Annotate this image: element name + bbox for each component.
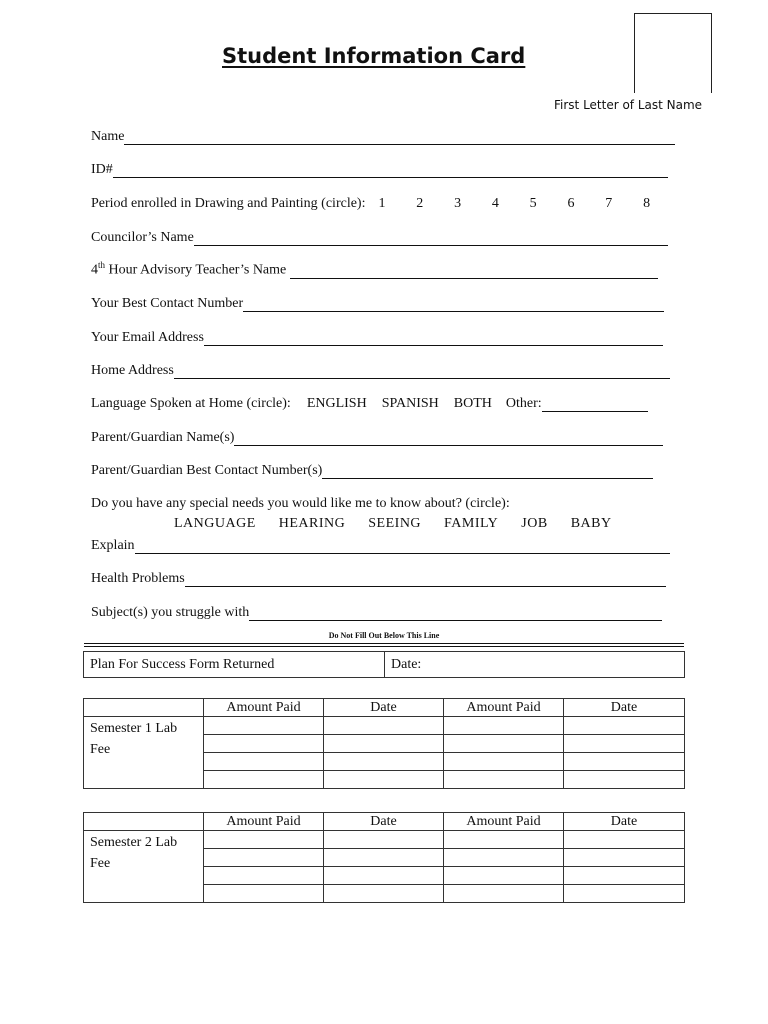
subjects-field[interactable]	[249, 606, 662, 621]
amount-cell[interactable]	[444, 831, 564, 849]
amount-cell[interactable]	[444, 867, 564, 885]
period-option[interactable]: 4	[491, 196, 499, 211]
parent-contact-field[interactable]	[322, 464, 653, 479]
amount-cell[interactable]	[204, 885, 324, 903]
table-row	[84, 717, 685, 735]
language-option-both[interactable]: BOTH	[453, 396, 492, 411]
health-field[interactable]	[185, 572, 666, 587]
health-label: Health Problems	[91, 571, 185, 586]
parent-contact-row	[91, 461, 653, 479]
plan-table	[83, 651, 685, 678]
period-option[interactable]: 5	[529, 196, 537, 211]
advisory-field[interactable]	[290, 264, 658, 279]
contact-label: Your Best Contact Number	[91, 296, 244, 311]
email-label: Your Email Address	[91, 330, 204, 345]
id-field[interactable]	[113, 163, 668, 178]
councilor-row	[91, 228, 668, 246]
header-date: Date	[324, 699, 444, 717]
amount-cell[interactable]	[444, 849, 564, 867]
special-option-job[interactable]: JOB	[521, 516, 548, 531]
special-option-hearing[interactable]: HEARING	[278, 516, 346, 531]
language-option-other[interactable]: Other:	[505, 396, 542, 411]
date-cell[interactable]	[564, 885, 685, 903]
date-cell[interactable]	[324, 735, 444, 753]
date-cell[interactable]	[564, 849, 685, 867]
header-amount-paid: Amount Paid	[444, 813, 564, 831]
header-amount-paid: Amount Paid	[204, 699, 324, 717]
home-address-field[interactable]	[174, 364, 670, 379]
period-option[interactable]: 6	[567, 196, 575, 211]
advisory-row	[91, 261, 658, 279]
amount-cell[interactable]	[204, 867, 324, 885]
table-header-row	[84, 813, 685, 831]
amount-cell[interactable]	[204, 753, 324, 771]
period-label: Period enrolled in Drawing and Painting (circle):	[91, 196, 366, 211]
language-option-english[interactable]: ENGLISH	[306, 396, 367, 411]
semester-1-fee-table	[83, 698, 685, 789]
last-initial-box[interactable]	[634, 13, 712, 93]
amount-cell[interactable]	[204, 831, 324, 849]
subjects-label: Subject(s) you struggle with	[91, 605, 250, 620]
id-row	[91, 160, 668, 178]
date-cell[interactable]	[324, 771, 444, 789]
header-date: Date	[324, 813, 444, 831]
email-field[interactable]	[204, 331, 663, 346]
date-cell[interactable]	[564, 717, 685, 735]
language-other-field[interactable]	[542, 397, 648, 412]
date-cell[interactable]	[564, 831, 685, 849]
header-amount-paid: Amount Paid	[444, 699, 564, 717]
semester-2-fee-table	[83, 812, 685, 903]
health-row	[91, 569, 666, 587]
explain-field[interactable]	[135, 539, 670, 554]
amount-cell[interactable]	[204, 849, 324, 867]
date-cell[interactable]	[564, 867, 685, 885]
period-option[interactable]: 2	[416, 196, 424, 211]
special-option-language[interactable]: LANGUAGE	[174, 516, 256, 531]
parent-names-field[interactable]	[234, 431, 663, 446]
header-amount-paid: Amount Paid	[204, 813, 324, 831]
office-use-note: Do Not Fill Out Below This Line	[328, 631, 440, 640]
parent-names-label: Parent/Guardian Name(s)	[91, 430, 235, 445]
amount-cell[interactable]	[444, 735, 564, 753]
amount-cell[interactable]	[204, 717, 324, 735]
home-address-label: Home Address	[91, 363, 174, 378]
table-header-row	[84, 699, 685, 717]
explain-label: Explain	[91, 538, 135, 553]
special-needs-options	[174, 516, 612, 532]
date-cell[interactable]	[324, 753, 444, 771]
name-label: Name	[91, 129, 125, 144]
amount-cell[interactable]	[204, 771, 324, 789]
subjects-row	[91, 603, 662, 621]
date-cell[interactable]	[324, 717, 444, 735]
date-cell[interactable]	[324, 867, 444, 885]
parent-contact-label: Parent/Guardian Best Contact Number(s)	[91, 463, 323, 478]
period-option[interactable]: 7	[605, 196, 613, 211]
divider-line	[84, 646, 684, 647]
contact-field[interactable]	[243, 297, 664, 312]
period-row	[91, 194, 653, 212]
date-cell[interactable]	[324, 885, 444, 903]
amount-cell[interactable]	[444, 885, 564, 903]
header-date: Date	[564, 699, 685, 717]
special-option-baby[interactable]: BABY	[570, 516, 612, 531]
parent-names-row	[91, 428, 663, 446]
amount-cell[interactable]	[204, 735, 324, 753]
advisory-label: 4th Hour Advisory Teacher’s Name	[91, 260, 290, 278]
semester-2-label: Semester 2 Lab Fee	[84, 831, 204, 903]
special-needs-row	[91, 494, 510, 512]
date-cell[interactable]	[564, 735, 685, 753]
contact-row	[91, 294, 664, 312]
special-option-family[interactable]: FAMILY	[444, 516, 499, 531]
plan-label-cell: Plan For Success Form Returned	[84, 652, 385, 678]
header-blank-cell	[84, 813, 204, 831]
divider-line	[84, 643, 684, 644]
last-initial-caption: First Letter of Last Name	[554, 98, 703, 112]
page-title: Student Information Card	[222, 44, 526, 68]
period-option[interactable]: 8	[643, 196, 651, 211]
email-row	[91, 328, 663, 346]
councilor-field[interactable]	[194, 231, 668, 246]
table-row	[84, 831, 685, 849]
special-needs-label: Do you have any special needs you would like me to know about? (circle):	[91, 496, 510, 511]
councilor-label: Councilor’s Name	[91, 230, 194, 245]
semester-1-label: Semester 1 Lab Fee	[84, 717, 204, 789]
name-row	[91, 127, 675, 145]
amount-cell[interactable]	[444, 771, 564, 789]
amount-cell[interactable]	[444, 717, 564, 735]
header-date: Date	[564, 813, 685, 831]
name-field[interactable]	[124, 130, 675, 145]
language-option-spanish[interactable]: SPANISH	[381, 396, 439, 411]
special-option-seeing[interactable]: SEEING	[368, 516, 422, 531]
date-cell[interactable]	[324, 849, 444, 867]
date-cell[interactable]	[324, 831, 444, 849]
header-blank-cell	[84, 699, 204, 717]
explain-row	[91, 536, 670, 554]
home-address-row	[91, 361, 670, 379]
plan-date-cell[interactable]: Date:	[385, 652, 685, 678]
amount-cell[interactable]	[444, 753, 564, 771]
date-cell[interactable]	[564, 771, 685, 789]
period-option[interactable]: 3	[454, 196, 462, 211]
period-option[interactable]: 1	[378, 196, 386, 211]
language-row	[91, 394, 648, 412]
date-cell[interactable]	[564, 753, 685, 771]
language-label: Language Spoken at Home (circle):	[91, 396, 291, 411]
id-label: ID#	[91, 162, 113, 177]
